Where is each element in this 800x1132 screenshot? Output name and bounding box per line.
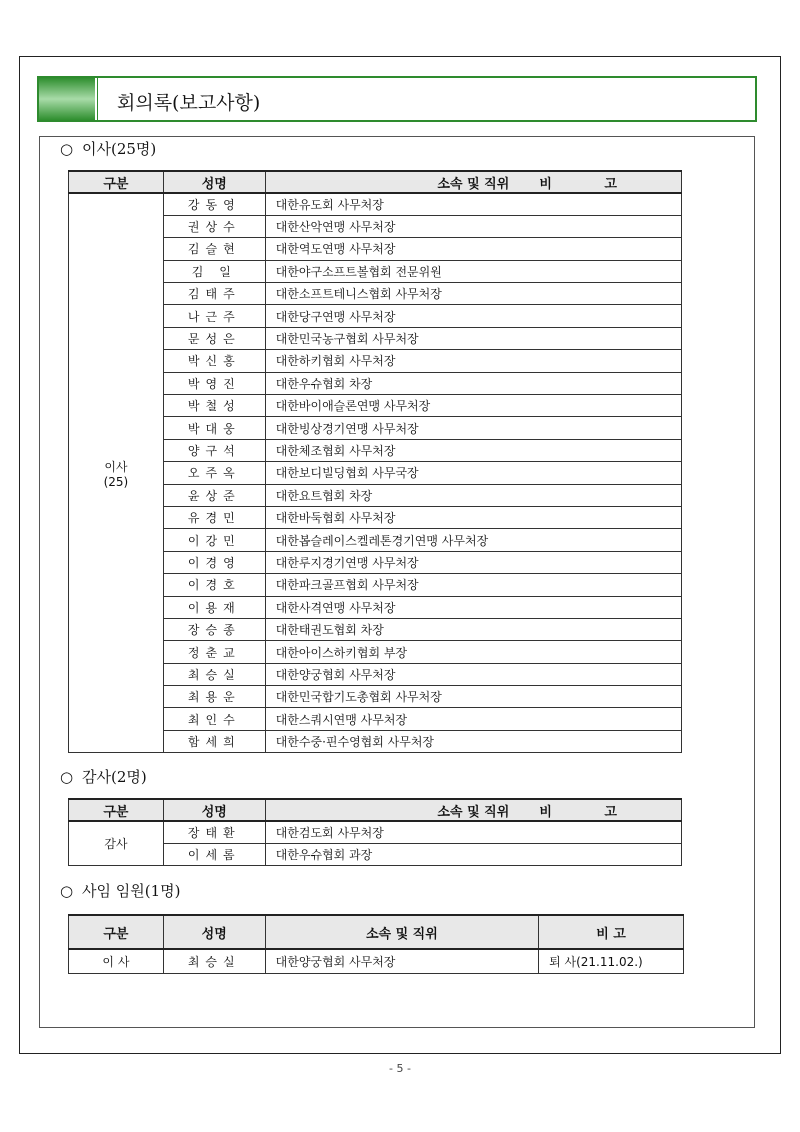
director-org: 대한체조협회 사무처장 [265,439,681,461]
col-note: 비 고 [539,915,684,949]
table-row [69,193,682,215]
director-name: 함세희 [163,730,265,752]
director-name: 유경민 [163,506,265,528]
directors-group-count: (25) [103,474,129,489]
director-name: 박철성 [163,395,265,417]
auditors-heading [60,766,147,787]
col-name: 성명 [163,799,265,821]
director-org: 대한루지경기연맹 사무처장 [265,551,681,573]
col-org: 소속 및 직위 [265,915,538,949]
director-name: 윤상준 [163,484,265,506]
resigned-heading [60,880,180,901]
director-org: 대한유도회 사무처장 [265,193,681,215]
director-org: 대한요트협회 차장 [265,484,681,506]
col-name: 성명 [163,171,265,193]
director-name: 박대웅 [163,417,265,439]
director-org: 대한아이스하키협회 부장 [265,641,681,663]
col-org: 소속 및 직위 [437,176,510,192]
col-name: 성명 [163,915,265,949]
circle-bullet-icon: ○ [60,140,74,158]
director-name: 박영진 [163,372,265,394]
director-name: 나근주 [163,305,265,327]
directors-heading [60,138,156,159]
col-note: 비 고 [539,805,641,820]
auditor-org: 대한우슈협회 과장 [265,843,681,865]
col-note: 비 고 [539,177,641,192]
auditor-name: 이세롬 [163,843,265,865]
director-org: 대한소프트테니스협회 사무처장 [265,283,681,305]
director-name: 권상수 [163,215,265,237]
director-org: 대한파크골프협회 사무처장 [265,574,681,596]
director-org: 대한봅슬레이스켈레톤경기연맹 사무처장 [265,529,681,551]
director-org: 대한스쿼시연맹 사무처장 [265,708,681,730]
director-org: 대한역도연맹 사무처장 [265,238,681,260]
director-name: 김슬현 [163,238,265,260]
director-org: 대한수중·핀수영협회 사무처장 [265,730,681,752]
director-org: 대한민국합기도총협회 사무처장 [265,686,681,708]
col-group: 구분 [69,799,164,821]
director-name: 양구석 [163,439,265,461]
auditors-group-cell: 감사 [69,821,164,865]
director-org: 대한태권도협회 차장 [265,618,681,640]
director-name: 이경호 [163,574,265,596]
director-org: 대한바이애슬론연맹 사무처장 [265,395,681,417]
page-number: - 5 - [389,1062,411,1075]
auditors-heading-text: 감사(2명) [82,768,147,786]
director-name: 정춘교 [163,641,265,663]
director-name: 최인수 [163,708,265,730]
director-name: 최용운 [163,686,265,708]
col-group: 구분 [69,915,164,949]
circle-bullet-icon: ○ [60,768,74,786]
directors-heading-text: 이사(25명) [82,140,157,158]
director-name: 이용재 [163,596,265,618]
director-org: 대한양궁협회 사무처장 [265,663,681,685]
director-org: 대한하키협회 사무처장 [265,350,681,372]
auditor-org: 대한검도회 사무처장 [265,821,681,843]
director-name: 오주옥 [163,462,265,484]
director-org: 대한우슈협회 차장 [265,372,681,394]
directors-group-cell [69,193,164,753]
director-name: 문성은 [163,327,265,349]
director-name: 최승실 [163,663,265,685]
resigned-name: 최승실 [163,949,265,973]
director-org: 대한보디빌딩협회 사무국장 [265,462,681,484]
auditor-name: 장태환 [163,821,265,843]
director-name: 장승종 [163,618,265,640]
director-org: 대한바둑협회 사무처장 [265,506,681,528]
resigned-org: 대한양궁협회 사무처장 [265,949,538,973]
resigned-table [68,914,684,974]
col-org-note [265,171,681,193]
resigned-note: 퇴 사(21.11.02.) [539,949,684,973]
resigned-heading-text: 사임 임원(1명) [82,882,181,900]
circle-bullet-icon: ○ [60,882,74,900]
directors-group-label: 이사 [104,459,128,474]
director-name: 이강민 [163,529,265,551]
director-org: 대한사격연맹 사무처장 [265,596,681,618]
director-org: 대한빙상경기연맹 사무처장 [265,417,681,439]
director-name: 강동영 [163,193,265,215]
director-org: 대한야구소프트볼협회 전문위원 [265,260,681,282]
director-org: 대한민국농구협회 사무처장 [265,327,681,349]
director-org: 대한당구연맹 사무처장 [265,305,681,327]
title-bar [37,76,757,122]
col-group: 구분 [69,171,164,193]
auditors-table [68,798,682,866]
resigned-group: 이 사 [69,949,164,973]
col-org-note [265,799,681,821]
title-divider [97,78,98,120]
page-title: 회의록(보고사항) [117,92,261,114]
director-name: 박신홍 [163,350,265,372]
director-name: 김 일 [163,260,265,282]
director-org: 대한산악연맹 사무처장 [265,215,681,237]
directors-table [68,170,682,753]
director-name: 이경영 [163,551,265,573]
title-accent [39,78,95,120]
director-name: 김태주 [163,283,265,305]
col-org: 소속 및 직위 [437,804,510,820]
